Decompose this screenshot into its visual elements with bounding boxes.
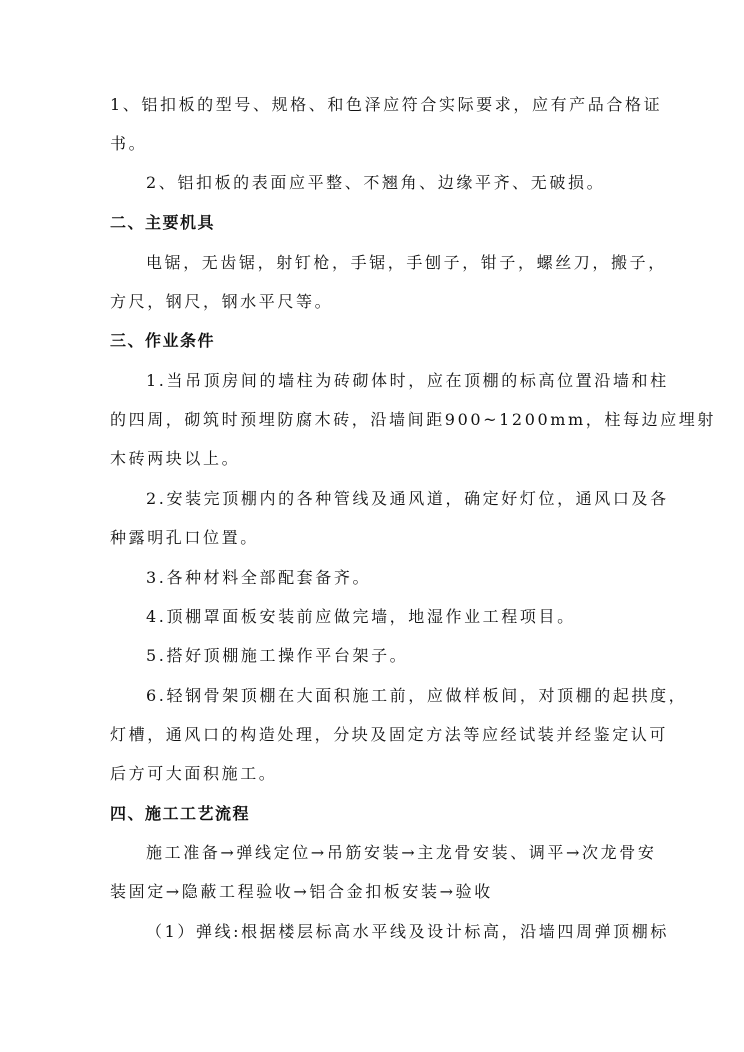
condition-1-cont: 的四周，砌筑时预埋防腐木砖，沿墙间距900~1200mm，柱每边应埋射: [110, 410, 717, 429]
condition-3-line: 3.各种材料全部配套备齐。: [146, 568, 372, 587]
item-1-certificate-cont: 书。: [110, 134, 148, 153]
condition-1-cont2: 木砖两块以上。: [110, 449, 241, 468]
item-2-surface: 2、铝扣板的表面应平整、不翘角、边缘平齐、无破损。: [146, 173, 606, 192]
condition-2-cont: 种露明孔口位置。: [110, 528, 259, 547]
condition-6-cont: 灯槽，通风口的构造处理，分块及固定方法等应经试装并经鉴定认可: [110, 725, 669, 744]
section-heading-process: 四、施工工艺流程: [110, 804, 251, 823]
section-heading-tools: 二、主要机具: [110, 213, 216, 232]
condition-5-line: 5.搭好顶棚施工操作平台架子。: [146, 646, 409, 665]
process-step-1-line: （1）弹线:根据楼层标高水平线及设计标高，沿墙四周弹顶棚标: [146, 922, 669, 941]
condition-1-line: 1.当吊顶房间的墙柱为砖砌体时，应在顶棚的标高位置沿墙和柱: [146, 371, 669, 390]
section-heading-conditions: 三、作业条件: [110, 331, 216, 350]
tools-list-line: 电锯，无齿锯，射钉枪，手锯，手刨子，钳子，螺丝刀，搬子，: [146, 253, 667, 272]
condition-4-line: 4.顶棚罩面板安装前应做完墙，地湿作业工程项目。: [146, 607, 576, 626]
condition-6-cont2: 后方可大面积施工。: [110, 764, 278, 783]
process-flow-line: 施工准备→弹线定位→吊筋安装→主龙骨安装、调平→次龙骨安: [146, 843, 657, 862]
condition-2-line: 2.安装完顶棚内的各种管线及通风道，确定好灯位，通风口及各: [146, 489, 669, 508]
item-1-certificate-line: 1、铝扣板的型号、规格、和色泽应符合实际要求，应有产品合格证: [110, 95, 663, 114]
process-flow-cont: 装固定→隐蔽工程验收→铝合金扣板安装→验收: [110, 882, 493, 901]
condition-6-line: 6.轻钢骨架顶棚在大面积施工前，应做样板间，对顶棚的起拱度，: [146, 686, 688, 705]
tools-list-cont: 方尺，钢尺，钢水平尺等。: [110, 292, 334, 311]
